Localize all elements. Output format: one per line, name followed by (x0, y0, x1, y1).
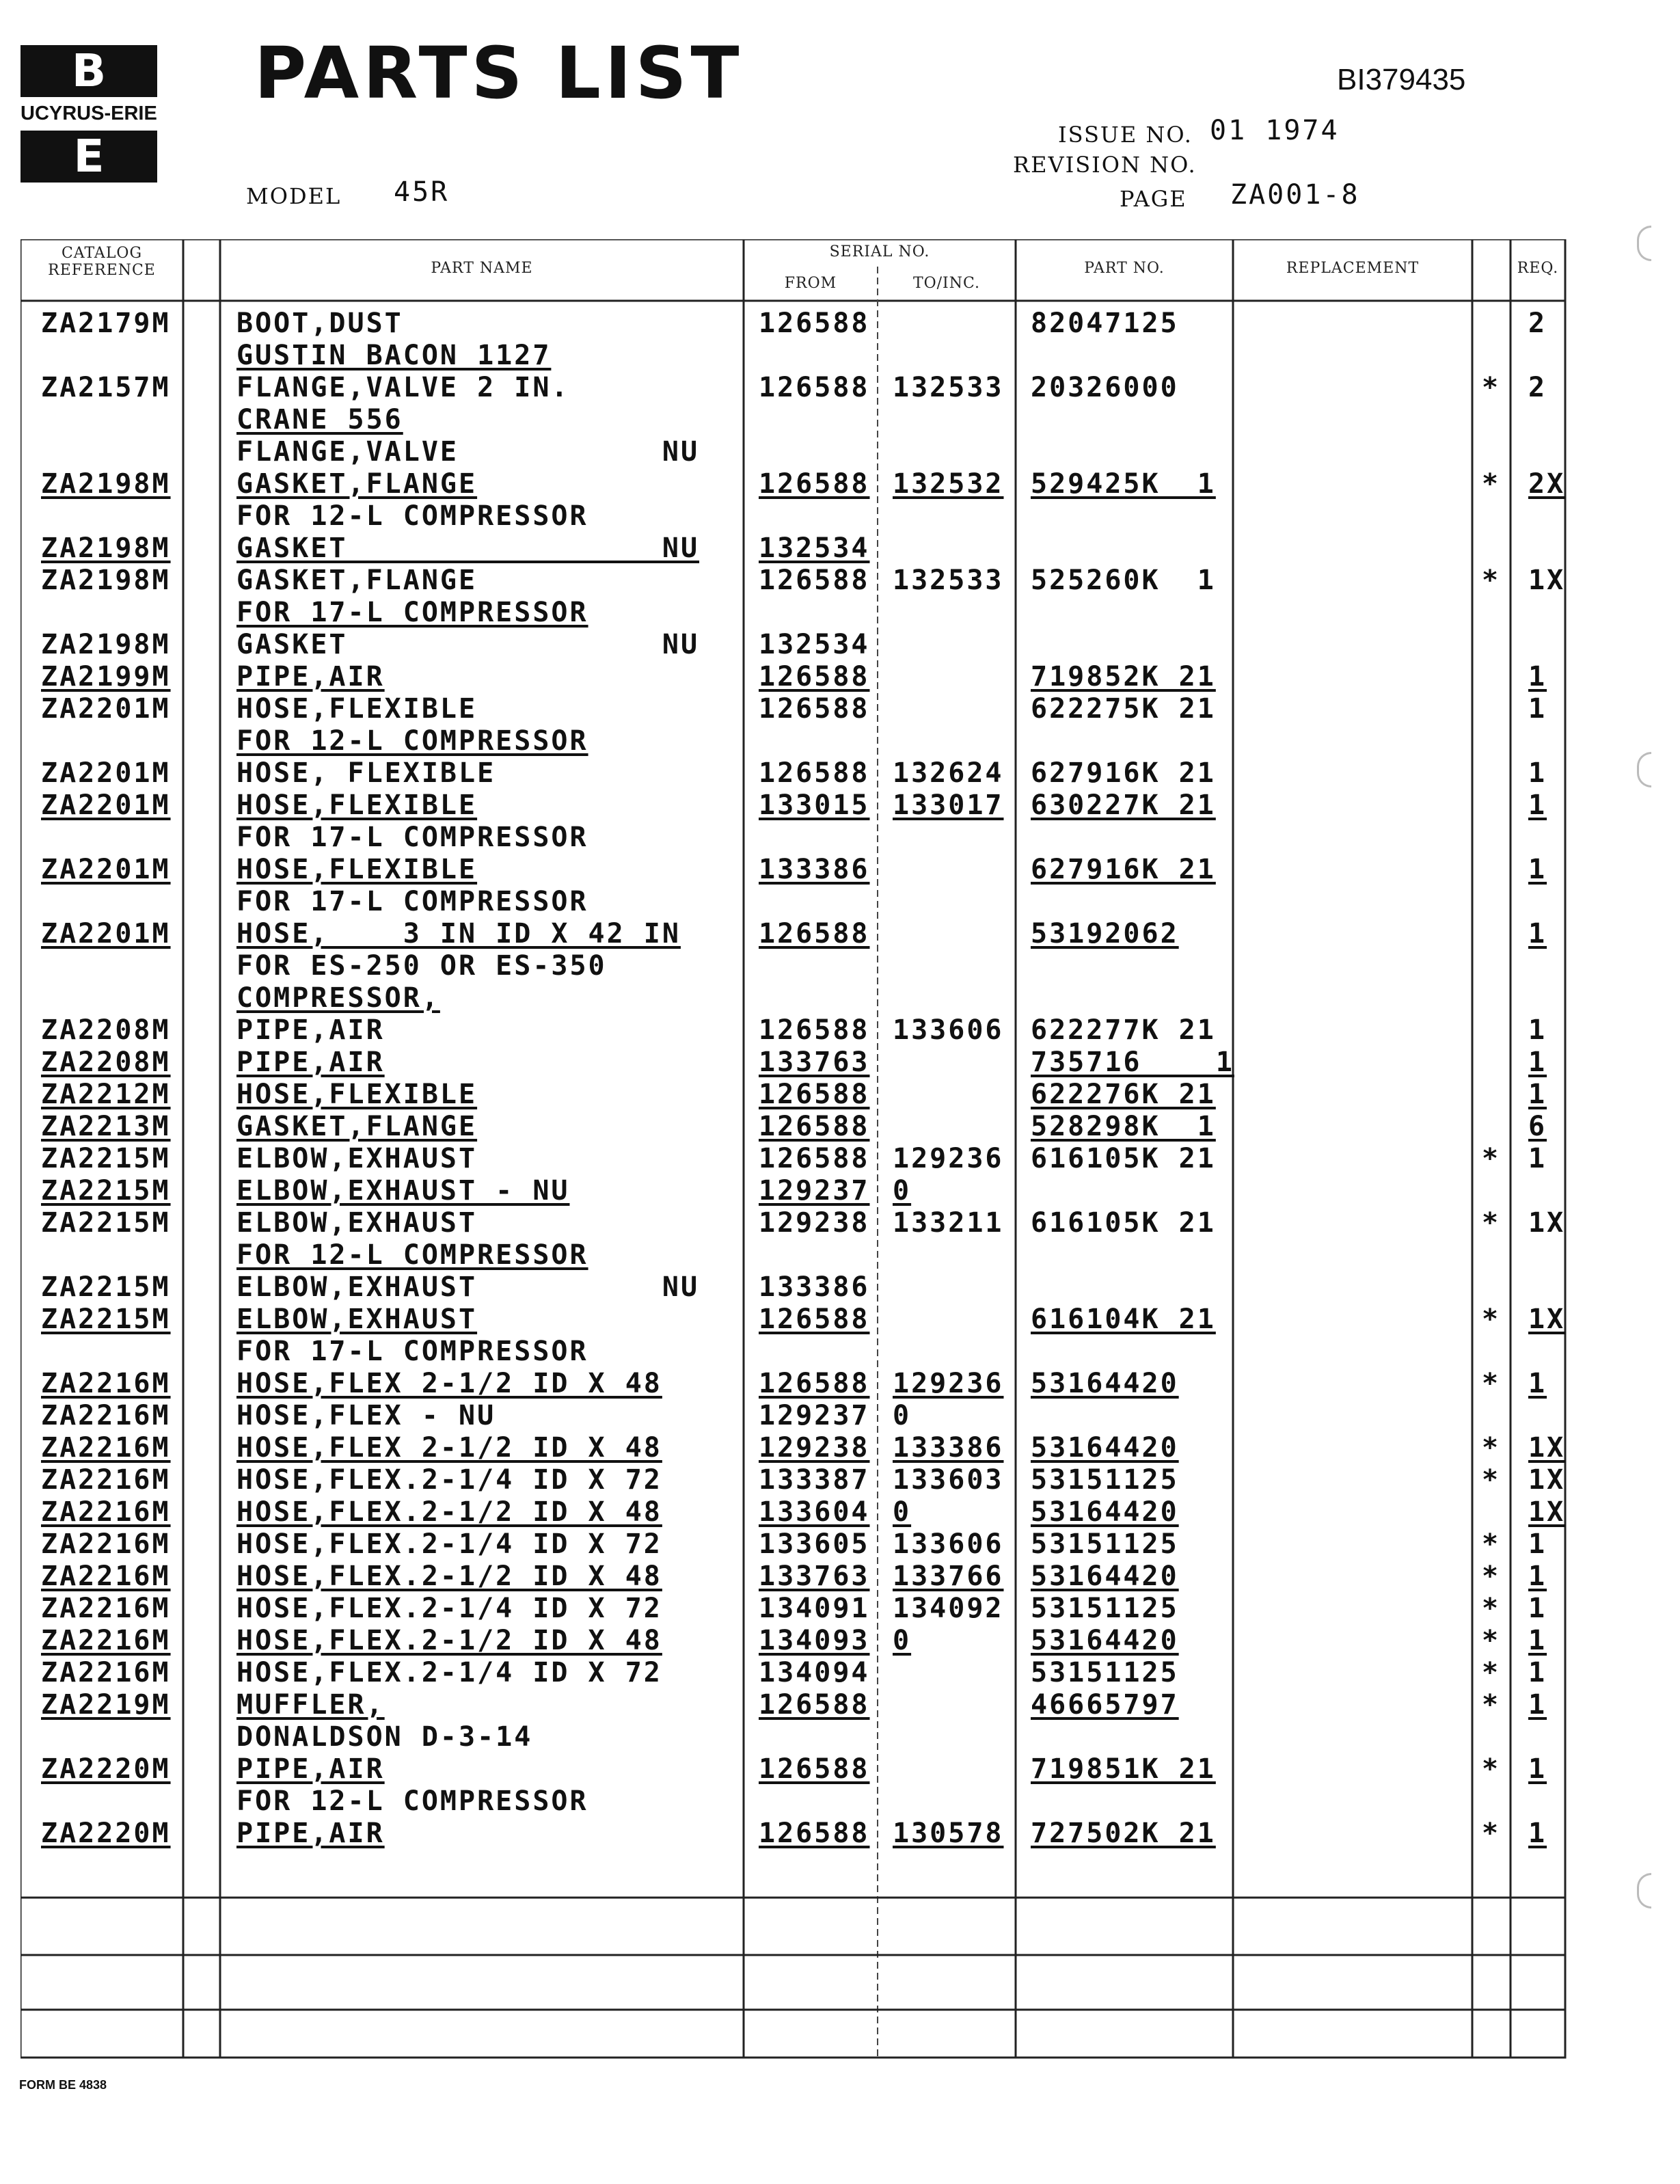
serial-from-cell: 133604 (759, 1496, 870, 1528)
required-quantity-cell: 1 (1528, 693, 1547, 725)
part-name-cell: PIPE,AIR (236, 1818, 385, 1849)
catalog-reference-cell: ZA2216M (41, 1496, 171, 1528)
catalog-reference-cell: ZA2216M (41, 1657, 171, 1688)
catalog-reference-cell: ZA2208M (41, 1014, 171, 1046)
catalog-reference-cell: ZA2219M (41, 1689, 171, 1721)
required-quantity-cell: 1X (1528, 1464, 1566, 1496)
serial-to-cell: 133017 (893, 790, 1004, 821)
replacement-mark-cell: * (1482, 1464, 1501, 1496)
required-quantity-cell: 1 (1528, 918, 1547, 949)
part-number-cell: 627916K 21 (1031, 757, 1216, 789)
replacement-mark-cell: * (1482, 468, 1501, 500)
part-number-cell: 727502K 21 (1031, 1818, 1216, 1849)
required-quantity-cell: 1 (1528, 661, 1547, 692)
serial-from-cell: 126588 (759, 1304, 870, 1335)
required-quantity-header: REQ. (1517, 260, 1559, 277)
replacement-header: REPLACEMENT (1286, 260, 1420, 277)
part-name-cell: ELBOW,EXHAUST (236, 1207, 478, 1239)
part-number-cell: 627916K 21 (1031, 854, 1216, 885)
serial-from-cell: 126588 (759, 308, 870, 339)
part-number-cell: 53192062 (1031, 918, 1179, 949)
serial-from-cell: 126588 (759, 1753, 870, 1785)
serial-to-cell: 0 (893, 1400, 912, 1431)
logo-top-block (21, 45, 157, 97)
part-number-cell: 616105K 21 (1031, 1207, 1216, 1239)
replacement-mark-cell: * (1482, 1593, 1501, 1624)
replacement-mark-cell: * (1482, 1625, 1501, 1656)
catalog-reference-cell: ZA2216M (41, 1464, 171, 1496)
part-number-cell: 616104K 21 (1031, 1304, 1216, 1335)
serial-from-cell: 134094 (759, 1657, 870, 1688)
required-quantity-cell: 1 (1528, 1014, 1547, 1046)
part-name-cell: PIPE,AIR (236, 1047, 385, 1078)
serial-from-cell: 134091 (759, 1593, 870, 1624)
serial-from-cell: 126588 (759, 1368, 870, 1399)
replacement-mark-cell: * (1482, 1657, 1501, 1688)
serial-to-cell: 0 (893, 1496, 912, 1528)
catalog-reference-cell: ZA2215M (41, 1304, 171, 1335)
serial-from-cell: 132534 (759, 629, 870, 660)
part-number-cell: 53151125 (1031, 1464, 1179, 1496)
required-quantity-cell: 1 (1528, 1657, 1547, 1688)
catalog-reference-cell: ZA2157M (41, 372, 171, 403)
required-quantity-cell: 1X (1528, 1432, 1566, 1464)
serial-from-cell: 129238 (759, 1432, 870, 1464)
required-quantity-cell: 1 (1528, 790, 1547, 821)
catalog-reference-cell: ZA2201M (41, 757, 171, 789)
serial-from-cell: 133763 (759, 1047, 870, 1078)
part-name-cell: HOSE,FLEX.2-1/4 ID X 72 (236, 1464, 662, 1496)
replacement-mark-cell: * (1482, 1528, 1501, 1560)
serial-from-cell: 126588 (759, 1014, 870, 1046)
part-name-cell: FLANGE,VALVE 2 IN. (236, 372, 570, 403)
part-number-cell: 53151125 (1031, 1657, 1179, 1688)
serial-from-cell: 129237 (759, 1175, 870, 1206)
replacement-mark-cell: * (1482, 1818, 1501, 1849)
part-number-cell: 53164420 (1031, 1368, 1179, 1399)
required-quantity-cell: 1X (1528, 1304, 1566, 1335)
required-quantity-cell: 1 (1528, 1368, 1547, 1399)
catalog-reference-cell: ZA2201M (41, 918, 171, 949)
serial-from-cell: 134093 (759, 1625, 870, 1656)
part-name-cell: GASKET,FLANGE (236, 1111, 478, 1142)
catalog-reference-cell: ZA2208M (41, 1047, 171, 1078)
catalog-reference-cell: ZA2201M (41, 693, 171, 725)
part-name-cell: FOR 17-L COMPRESSOR (236, 822, 588, 853)
part-name-cell: HOSE,FLEX.2-1/2 ID X 48 (236, 1496, 662, 1528)
part-name-cell: HOSE,FLEXIBLE (236, 1079, 478, 1110)
serial-to-cell: 133606 (893, 1528, 1004, 1560)
catalog-reference-cell: ZA2220M (41, 1753, 171, 1785)
serial-to-cell: 0 (893, 1625, 912, 1656)
part-name-cell: HOSE,FLEXIBLE (236, 790, 478, 821)
page-label: PAGE (1120, 186, 1187, 212)
serial-to-cell: 130578 (893, 1818, 1004, 1849)
required-quantity-cell: 1 (1528, 1047, 1547, 1078)
catalog-reference-cell: ZA2198M (41, 565, 171, 596)
part-name-cell: HOSE, FLEXIBLE (236, 757, 496, 789)
catalog-reference-cell: ZA2216M (41, 1400, 171, 1431)
part-name-cell: COMPRESSOR, (236, 982, 440, 1014)
required-quantity-cell: 1 (1528, 1561, 1547, 1592)
serial-to-header: TO/INC. (912, 275, 981, 292)
part-name-cell: FOR 17-L COMPRESSOR (236, 886, 588, 917)
catalog-reference-cell: ZA2201M (41, 790, 171, 821)
part-name-cell: GASKET NU (236, 629, 700, 660)
replacement-mark-cell: * (1482, 1753, 1501, 1785)
punch-hole (1637, 226, 1651, 261)
serial-from-cell: 126588 (759, 1111, 870, 1142)
serial-from-cell: 126588 (759, 468, 870, 500)
required-quantity-cell: 1X (1528, 1496, 1566, 1528)
serial-from-cell: 133605 (759, 1528, 870, 1560)
serial-number-header: SERIAL NO. (829, 243, 930, 260)
catalog-reference-cell: ZA2216M (41, 1528, 171, 1560)
serial-from-cell: 126588 (759, 1079, 870, 1110)
part-name-cell: ELBOW,EXHAUST (236, 1304, 478, 1335)
required-quantity-cell: 1 (1528, 1079, 1547, 1110)
logo-text: UCYRUS-ERIE (21, 103, 157, 124)
part-name-cell: ELBOW,EXHAUST - NU (236, 1175, 570, 1206)
part-number-cell: 528298K 1 (1031, 1111, 1216, 1142)
required-quantity-cell: 1 (1528, 1593, 1547, 1624)
catalog-reference-cell: ZA2179M (41, 308, 171, 339)
part-number-cell: 46665797 (1031, 1689, 1179, 1721)
catalog-reference-cell: ZA2215M (41, 1271, 171, 1303)
part-name-cell: HOSE, 3 IN ID X 42 IN (236, 918, 681, 949)
part-name-cell: CRANE 556 (236, 404, 403, 435)
part-name-cell: PIPE,AIR (236, 1014, 385, 1046)
part-name-cell: HOSE,FLEX.2-1/4 ID X 72 (236, 1593, 662, 1624)
serial-to-cell: 133766 (893, 1561, 1004, 1592)
required-quantity-cell: 1 (1528, 1143, 1547, 1174)
catalog-reference-cell: ZA2198M (41, 629, 171, 660)
serial-to-cell: 129236 (893, 1143, 1004, 1174)
required-quantity-cell: 1 (1528, 1753, 1547, 1785)
part-name-cell: FOR 12-L COMPRESSOR (236, 500, 588, 532)
part-name-cell: HOSE,FLEX.2-1/2 ID X 48 (236, 1625, 662, 1656)
serial-to-cell: 129236 (893, 1368, 1004, 1399)
part-name-cell: HOSE,FLEX.2-1/4 ID X 72 (236, 1657, 662, 1688)
catalog-reference-cell: ZA2216M (41, 1561, 171, 1592)
serial-to-cell: 133211 (893, 1207, 1004, 1239)
replacement-mark-cell: * (1482, 565, 1501, 596)
parts-table (21, 239, 1586, 2073)
part-name-cell: HOSE,FLEX - NU (236, 1400, 496, 1431)
replacement-mark-cell: * (1482, 1304, 1501, 1335)
replacement-mark-cell: * (1482, 1368, 1501, 1399)
part-number-cell: 529425K 1 (1031, 468, 1216, 500)
part-name-cell: HOSE,FLEX 2-1/2 ID X 48 (236, 1432, 662, 1464)
part-name-cell: DONALDSON D-3-14 (236, 1721, 533, 1753)
catalog-reference-cell: ZA2198M (41, 532, 171, 564)
logo-bottom-block (21, 131, 157, 183)
serial-to-cell: 134092 (893, 1593, 1004, 1624)
serial-to-cell: 132532 (893, 468, 1004, 500)
replacement-mark-cell: * (1482, 1143, 1501, 1174)
catalog-reference-cell: ZA2212M (41, 1079, 171, 1110)
serial-from-cell: 132534 (759, 532, 870, 564)
catalog-reference-cell: ZA2201M (41, 854, 171, 885)
logo-bottom-letter: E (73, 130, 105, 183)
part-name-header: PART NAME (431, 260, 533, 277)
required-quantity-cell: 1X (1528, 1207, 1566, 1239)
part-number-cell: 53164420 (1031, 1625, 1179, 1656)
serial-from-cell: 129238 (759, 1207, 870, 1239)
serial-from-cell: 133015 (759, 790, 870, 821)
company-logo (21, 45, 164, 183)
part-name-cell: GASKET,FLANGE (236, 468, 478, 500)
replacement-mark-cell: * (1482, 1432, 1501, 1464)
part-name-cell: ELBOW,EXHAUST (236, 1143, 478, 1174)
logo-top-letter: B (71, 44, 107, 97)
serial-from-cell: 126588 (759, 918, 870, 949)
serial-from-cell: 126588 (759, 1143, 870, 1174)
part-number-cell: 53164420 (1031, 1496, 1179, 1528)
part-number-header: PART NO. (1084, 260, 1165, 277)
catalog-reference-header: CATALOG REFERENCE (48, 245, 156, 279)
part-number-cell: 20326000 (1031, 372, 1179, 403)
part-name-cell: GASKET NU (236, 532, 700, 564)
part-name-cell: PIPE,AIR (236, 1753, 385, 1785)
part-name-cell: FOR 12-L COMPRESSOR (236, 1785, 588, 1817)
part-name-cell: HOSE,FLEXIBLE (236, 854, 478, 885)
model-label: MODEL (246, 183, 342, 209)
part-name-cell: FOR 17-L COMPRESSOR (236, 597, 588, 628)
part-number-cell: 622276K 21 (1031, 1079, 1216, 1110)
part-name-cell: BOOT,DUST (236, 308, 403, 339)
replacement-mark-cell: * (1482, 372, 1501, 403)
part-number-cell: 622275K 21 (1031, 693, 1216, 725)
part-number-cell: 735716 1 (1031, 1047, 1234, 1078)
part-name-cell: HOSE,FLEX 2-1/2 ID X 48 (236, 1368, 662, 1399)
part-name-cell: ELBOW,EXHAUST NU (236, 1271, 700, 1303)
part-name-cell: FOR ES-250 OR ES-350 (236, 950, 607, 982)
catalog-reference-cell: ZA2216M (41, 1432, 171, 1464)
part-name-cell: HOSE,FLEX.2-1/4 ID X 72 (236, 1528, 662, 1560)
part-name-cell: GUSTIN BACON 1127 (236, 340, 552, 371)
part-name-cell: FOR 17-L COMPRESSOR (236, 1336, 588, 1367)
part-number-cell: 616105K 21 (1031, 1143, 1216, 1174)
catalog-reference-cell: ZA2199M (41, 661, 171, 692)
serial-from-cell: 126588 (759, 1818, 870, 1849)
page-value: ZA001-8 (1230, 179, 1360, 211)
serial-to-cell: 133386 (893, 1432, 1004, 1464)
part-number-cell: 53151125 (1031, 1528, 1179, 1560)
required-quantity-cell: 1 (1528, 1818, 1547, 1849)
part-number-cell: 53151125 (1031, 1593, 1179, 1624)
serial-from-cell: 133763 (759, 1561, 870, 1592)
part-name-cell: FOR 12-L COMPRESSOR (236, 725, 588, 757)
serial-from-cell: 133386 (759, 1271, 870, 1303)
serial-to-cell: 0 (893, 1175, 912, 1206)
serial-to-cell: 132533 (893, 565, 1004, 596)
serial-to-cell: 133606 (893, 1014, 1004, 1046)
required-quantity-cell: 2 (1528, 308, 1547, 339)
serial-from-cell: 126588 (759, 661, 870, 692)
serial-from-cell: 126588 (759, 1689, 870, 1721)
replacement-mark-cell: * (1482, 1561, 1501, 1592)
part-name-cell: PIPE,AIR (236, 661, 385, 692)
catalog-reference-cell: ZA2198M (41, 468, 171, 500)
issue-value: 01 1974 (1210, 115, 1340, 146)
catalog-reference-cell: ZA2215M (41, 1175, 171, 1206)
serial-from-cell: 133386 (759, 854, 870, 885)
catalog-reference-cell: ZA2215M (41, 1143, 171, 1174)
required-quantity-cell: 2X (1528, 468, 1566, 500)
serial-from-cell: 129237 (759, 1400, 870, 1431)
catalog-reference-cell: ZA2213M (41, 1111, 171, 1142)
required-quantity-cell: 2 (1528, 372, 1547, 403)
serial-from-cell: 126588 (759, 757, 870, 789)
catalog-reference-cell: ZA2220M (41, 1818, 171, 1849)
part-number-cell: 53164420 (1031, 1432, 1179, 1464)
serial-from-header: FROM (784, 275, 837, 292)
required-quantity-cell: 1 (1528, 757, 1547, 789)
part-name-cell: FOR 12-L COMPRESSOR (236, 1239, 588, 1271)
replacement-mark-cell: * (1482, 1207, 1501, 1239)
catalog-reference-cell: ZA2215M (41, 1207, 171, 1239)
part-name-cell: FLANGE,VALVE NU (236, 436, 700, 468)
issue-label: ISSUE NO. (1058, 122, 1193, 148)
required-quantity-cell: 6 (1528, 1111, 1547, 1142)
required-quantity-cell: 1 (1528, 1528, 1547, 1560)
required-quantity-cell: 1 (1528, 1689, 1547, 1721)
serial-from-cell: 126588 (759, 693, 870, 725)
punch-hole (1637, 752, 1651, 787)
page-title: PARTS LIST (254, 31, 744, 115)
required-quantity-cell: 1 (1528, 1625, 1547, 1656)
serial-to-cell: 132624 (893, 757, 1004, 789)
part-number-cell: 630227K 21 (1031, 790, 1216, 821)
catalog-reference-cell: ZA2216M (41, 1593, 171, 1624)
part-number-cell: 82047125 (1031, 308, 1179, 339)
part-number-cell: 719851K 21 (1031, 1753, 1216, 1785)
revision-label: REVISION NO. (1013, 152, 1197, 178)
catalog-reference-cell: ZA2216M (41, 1368, 171, 1399)
form-number: FORM BE 4838 (19, 2078, 107, 2092)
required-quantity-cell: 1X (1528, 565, 1566, 596)
part-name-cell: HOSE,FLEX.2-1/2 ID X 48 (236, 1561, 662, 1592)
serial-from-cell: 126588 (759, 372, 870, 403)
part-name-cell: HOSE,FLEXIBLE (236, 693, 478, 725)
serial-to-cell: 133603 (893, 1464, 1004, 1496)
model-value: 45R (394, 176, 450, 208)
serial-from-cell: 126588 (759, 565, 870, 596)
required-quantity-cell: 1 (1528, 854, 1547, 885)
document-id: BI379435 (1337, 63, 1466, 96)
part-name-cell: MUFFLER, (236, 1689, 385, 1721)
part-number-cell: 525260K 1 (1031, 565, 1216, 596)
part-number-cell: 622277K 21 (1031, 1014, 1216, 1046)
part-number-cell: 53164420 (1031, 1561, 1179, 1592)
serial-from-cell: 133387 (759, 1464, 870, 1496)
catalog-reference-cell: ZA2216M (41, 1625, 171, 1656)
punch-hole (1637, 1873, 1651, 1909)
serial-to-cell: 132533 (893, 372, 1004, 403)
part-number-cell: 719852K 21 (1031, 661, 1216, 692)
part-name-cell: GASKET,FLANGE (236, 565, 478, 596)
replacement-mark-cell: * (1482, 1689, 1501, 1721)
